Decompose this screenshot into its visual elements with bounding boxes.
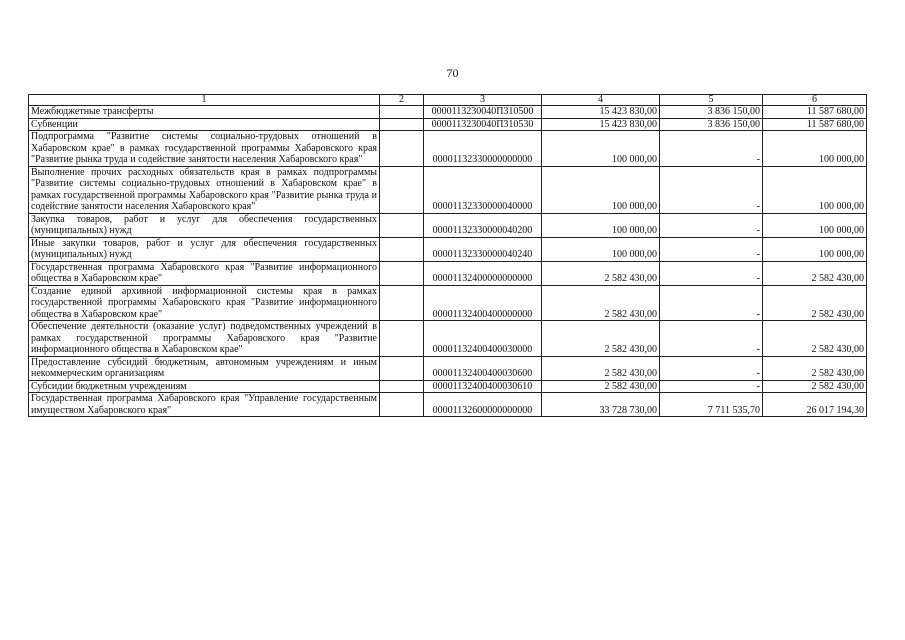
row-value-5: - [660, 356, 763, 380]
row-value-6: 100 000,00 [763, 131, 867, 167]
row-value-4: 33 728 730,00 [542, 393, 660, 417]
table-row [29, 321, 867, 357]
budget-table [28, 94, 867, 417]
table-row [29, 237, 867, 261]
column-header: 3 [424, 95, 542, 106]
row-col2 [380, 356, 424, 380]
row-name: Государственная программа Хабаровского края "Развитие информационного общества в Хабаровском крае" [29, 261, 380, 285]
row-value-4: 100 000,00 [542, 237, 660, 261]
table-header-row [29, 95, 867, 106]
row-value-4: 100 000,00 [542, 166, 660, 213]
table-row [29, 166, 867, 213]
table-row [29, 261, 867, 285]
row-code: 0000113230040П310530 [424, 118, 542, 131]
row-value-5: - [660, 213, 763, 237]
row-value-4: 100 000,00 [542, 131, 660, 167]
table-row [29, 213, 867, 237]
row-value-5: - [660, 237, 763, 261]
row-value-4: 2 582 430,00 [542, 321, 660, 357]
table-row [29, 380, 867, 393]
row-col2 [380, 285, 424, 321]
row-name: Субсидии бюджетным учреждениям [29, 380, 380, 393]
row-col2 [380, 321, 424, 357]
row-value-6: 11 587 680,00 [763, 118, 867, 131]
row-col2 [380, 380, 424, 393]
row-name: Закупка товаров, работ и услуг для обеспечения государственных (муниципальных) нужд [29, 213, 380, 237]
row-value-5: - [660, 261, 763, 285]
row-value-4: 100 000,00 [542, 213, 660, 237]
row-value-6: 26 017 194,30 [763, 393, 867, 417]
row-code: 00001132330000040240 [424, 237, 542, 261]
table-row [29, 131, 867, 167]
row-value-4: 15 423 830,00 [542, 106, 660, 119]
row-name: Государственная программа Хабаровского края "Управление государственным имуществом Хабаровского края" [29, 393, 380, 417]
row-name: Иные закупки товаров, работ и услуг для обеспечения государственных (муниципальных) нужд [29, 237, 380, 261]
row-col2 [380, 166, 424, 213]
row-value-5: - [660, 321, 763, 357]
row-name: Предоставление субсидий бюджетным, автономным учреждениям и иным некоммерческим организациям [29, 356, 380, 380]
row-value-5: 7 711 535,70 [660, 393, 763, 417]
row-col2 [380, 118, 424, 131]
row-value-6: 11 587 680,00 [763, 106, 867, 119]
column-header: 6 [763, 95, 867, 106]
row-value-4: 2 582 430,00 [542, 380, 660, 393]
row-code: 0000113230040П310500 [424, 106, 542, 119]
row-name: Создание единой архивной информационной системы края в рамках государственной программы Хабаровского края "Развитие информационного общества в Хабаровском крае" [29, 285, 380, 321]
row-name: Обеспечение деятельности (оказание услуг) подведомственных учреждений в рамках государственной программы Хабаровского края "Развитие информационного общества в Хабаровском крае" [29, 321, 380, 357]
row-code: 00001132400400000000 [424, 285, 542, 321]
table-row [29, 356, 867, 380]
row-col2 [380, 131, 424, 167]
row-code: 00001132330000040200 [424, 213, 542, 237]
row-value-6: 2 582 430,00 [763, 356, 867, 380]
row-col2 [380, 393, 424, 417]
row-code: 00001132400400030000 [424, 321, 542, 357]
row-value-6: 2 582 430,00 [763, 285, 867, 321]
row-value-6: 100 000,00 [763, 166, 867, 213]
row-code: 00001132330000040000 [424, 166, 542, 213]
row-value-6: 2 582 430,00 [763, 380, 867, 393]
row-col2 [380, 237, 424, 261]
row-name: Выполнение прочих расходных обязательств края в рамках подпрограммы "Развитие системы социально-трудовых отношений в Хабаровском крае" в рамках государственной программы Хабаровского края "Развитие рынка труда и содействие занятости населения Хабаровского края" [29, 166, 380, 213]
row-value-4: 2 582 430,00 [542, 261, 660, 285]
row-value-4: 2 582 430,00 [542, 356, 660, 380]
row-value-5: - [660, 131, 763, 167]
row-value-6: 100 000,00 [763, 213, 867, 237]
row-name: Межбюджетные трансферты [29, 106, 380, 119]
row-col2 [380, 213, 424, 237]
row-name: Субвенции [29, 118, 380, 131]
row-code: 00001132330000000000 [424, 131, 542, 167]
page-number: 70 [446, 66, 459, 80]
column-header: 1 [29, 95, 380, 106]
row-value-4: 2 582 430,00 [542, 285, 660, 321]
column-header: 4 [542, 95, 660, 106]
row-col2 [380, 106, 424, 119]
row-code: 00001132400400030610 [424, 380, 542, 393]
column-header: 2 [380, 95, 424, 106]
row-value-5: - [660, 166, 763, 213]
row-value-5: 3 836 150,00 [660, 106, 763, 119]
row-code: 00001132600000000000 [424, 393, 542, 417]
row-value-5: - [660, 380, 763, 393]
row-value-5: - [660, 285, 763, 321]
row-code: 00001132400000000000 [424, 261, 542, 285]
row-value-6: 2 582 430,00 [763, 321, 867, 357]
table-row [29, 393, 867, 417]
table-row [29, 118, 867, 131]
column-header: 5 [660, 95, 763, 106]
row-name: Подпрограмма "Развитие системы социально-трудовых отношений в Хабаровском крае" в рамках государственной программы Хабаровского края "Развитие рынка труда и содействие занятости населения Хабаровского края" [29, 131, 380, 167]
table-row [29, 106, 867, 119]
row-value-5: 3 836 150,00 [660, 118, 763, 131]
row-col2 [380, 261, 424, 285]
row-value-6: 100 000,00 [763, 237, 867, 261]
table-row [29, 285, 867, 321]
row-value-6: 2 582 430,00 [763, 261, 867, 285]
row-value-4: 15 423 830,00 [542, 118, 660, 131]
row-code: 00001132400400030600 [424, 356, 542, 380]
